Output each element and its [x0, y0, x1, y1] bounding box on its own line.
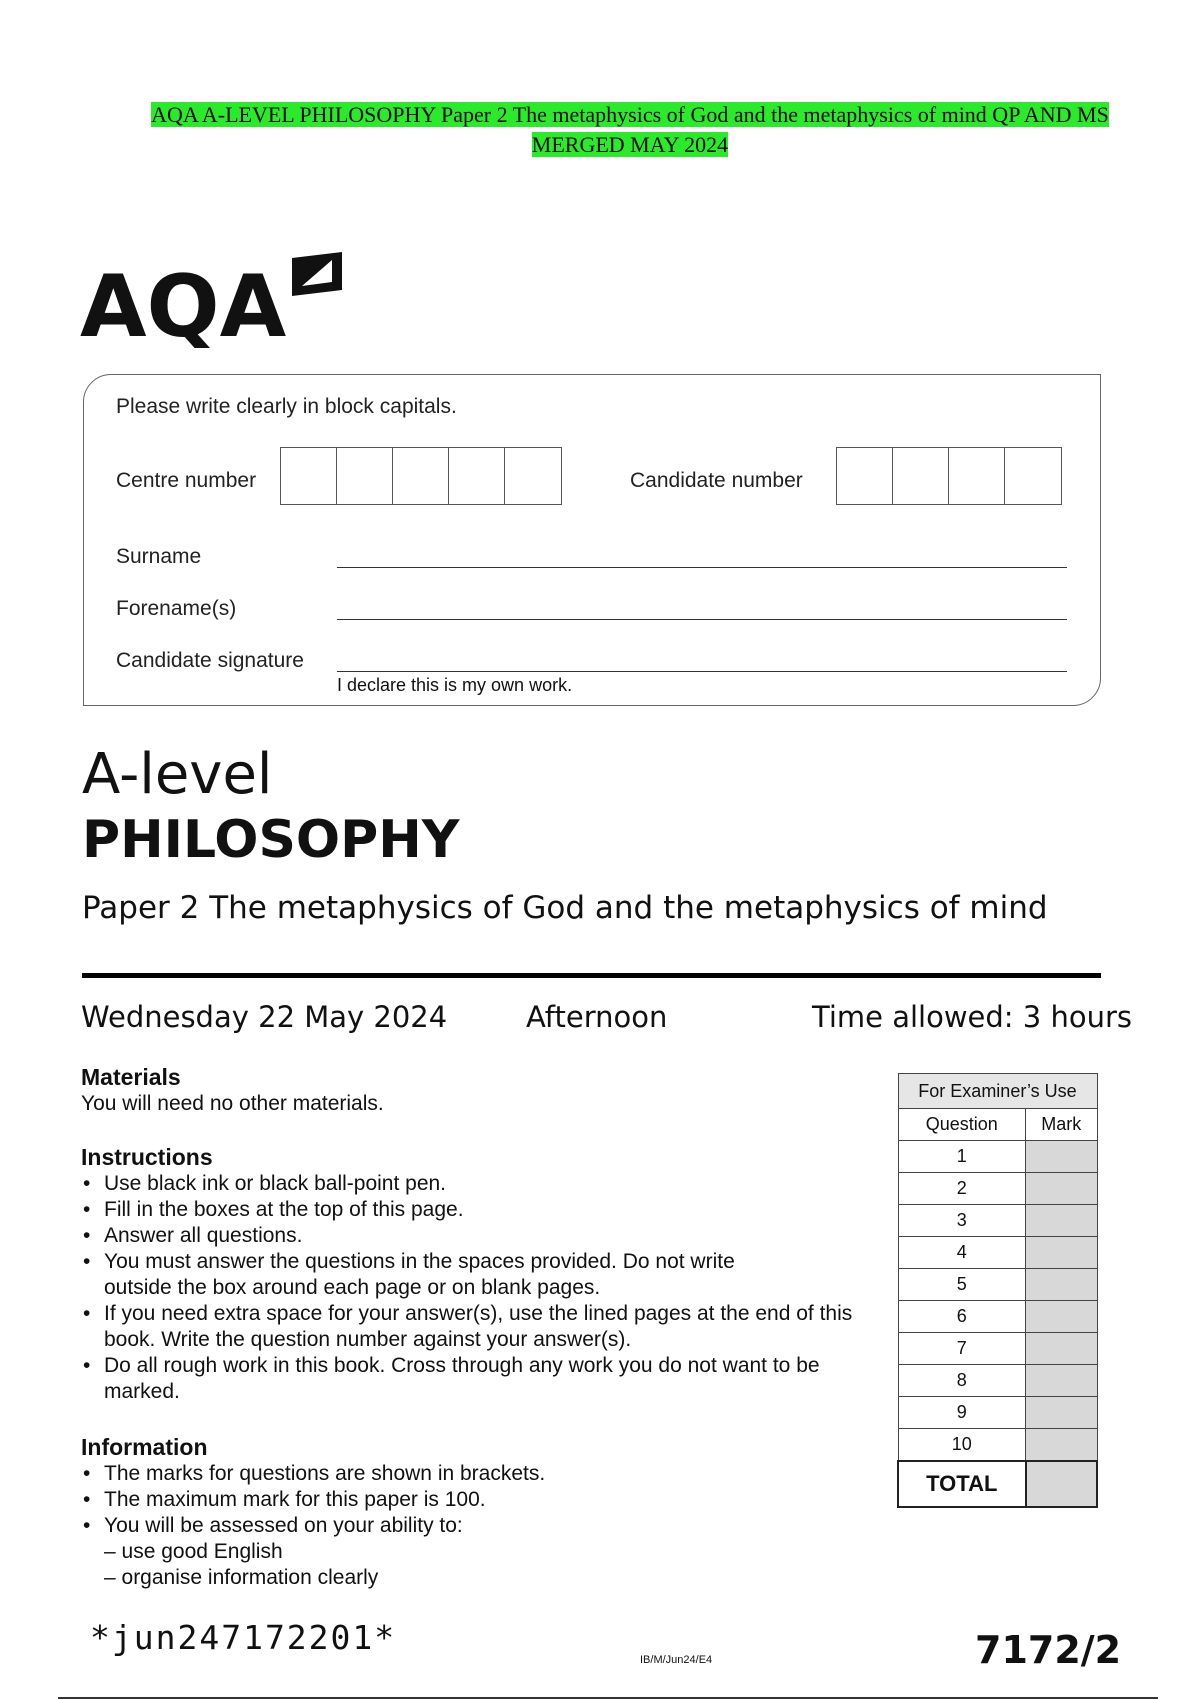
question-number: 2 [898, 1173, 1026, 1205]
table-row [898, 1333, 1097, 1365]
table-row [898, 1397, 1097, 1429]
question-number: 3 [898, 1205, 1026, 1237]
table-row [898, 1429, 1097, 1462]
centre-number-digit-box[interactable] [337, 448, 393, 504]
mark-cell [1026, 1173, 1097, 1205]
title-divider [82, 973, 1101, 978]
table-row [898, 1205, 1097, 1237]
total-mark-cell [1026, 1461, 1097, 1507]
paper-reference: IB/M/Jun24/E4 [640, 1654, 713, 1666]
exam-session: Afternoon [526, 1000, 668, 1034]
table-row [898, 1301, 1097, 1333]
candidate-number-boxes[interactable] [836, 447, 1062, 505]
mark-cell [1026, 1365, 1097, 1397]
instructions-list [81, 1171, 871, 1405]
forename-label: Forename(s) [116, 597, 237, 620]
candidate-number-digit-box[interactable] [893, 448, 949, 504]
signature-field[interactable] [337, 671, 1067, 672]
question-number: 7 [898, 1333, 1026, 1365]
table-row [898, 1269, 1097, 1301]
materials-heading: Materials [81, 1064, 181, 1090]
list-item: • You will be assessed on your ability to: [81, 1513, 871, 1539]
question-number: 1 [898, 1141, 1026, 1173]
list-item: • If you need extra space for your answer(s), use the lined pages at the end of this book. Write the question number against your answer(s). [81, 1301, 871, 1353]
surname-label: Surname [116, 545, 202, 568]
list-item: • Fill in the boxes at the top of this page. [81, 1197, 871, 1223]
mark-cell [1026, 1205, 1097, 1237]
table-row [898, 1237, 1097, 1269]
banner-line-1: AQA A-LEVEL PHILOSOPHY Paper 2 The metaphysics of God and the metaphysics of mind QP AND MS [151, 102, 1109, 127]
surname-field[interactable] [337, 567, 1067, 568]
declaration-text: I declare this is my own work. [337, 675, 573, 695]
total-label: TOTAL [898, 1461, 1026, 1507]
assessment-criterion: – organise information clearly [104, 1566, 379, 1589]
information-section [81, 1434, 871, 1591]
time-allowed: Time allowed: 3 hours [812, 1000, 1132, 1034]
question-column-header: Question [898, 1109, 1026, 1141]
list-item: • The maximum mark for this paper is 100. [81, 1487, 871, 1513]
candidate-number-digit-box[interactable] [837, 448, 893, 504]
block-capitals-instruction: Please write clearly in block capitals. [116, 395, 457, 418]
barcode-text: *jun247172201* [90, 1618, 397, 1657]
candidate-number-digit-box[interactable] [1005, 448, 1061, 504]
materials-section [81, 1064, 881, 1117]
question-number: 4 [898, 1237, 1026, 1269]
list-item: • Use black ink or black ball-point pen. [81, 1171, 871, 1197]
list-item: • Answer all questions. [81, 1223, 871, 1249]
forename-field[interactable] [337, 619, 1067, 620]
mark-column-header: Mark [1026, 1109, 1097, 1141]
question-number: 5 [898, 1269, 1026, 1301]
paper-title: Paper 2 The metaphysics of God and the metaphysics of mind [82, 890, 1048, 926]
centre-number-digit-box[interactable] [505, 448, 561, 504]
centre-number-digit-box[interactable] [281, 448, 337, 504]
centre-number-boxes[interactable] [280, 447, 562, 505]
table-row [898, 1141, 1097, 1173]
mark-cell [1026, 1301, 1097, 1333]
mark-cell [1026, 1237, 1097, 1269]
list-item: • Do all rough work in this book. Cross through any work you do not want to be marked. [81, 1353, 824, 1405]
banner-line-2: MERGED MAY 2024 [531, 132, 729, 157]
question-number: 6 [898, 1301, 1026, 1333]
footer-divider [58, 1697, 1158, 1699]
candidate-number-label: Candidate number [630, 469, 803, 492]
exam-date: Wednesday 22 May 2024 [81, 1000, 448, 1034]
candidate-details-box [83, 374, 1101, 706]
signature-label: Candidate signature [116, 649, 304, 672]
table-row [898, 1173, 1097, 1205]
table-row [898, 1365, 1097, 1397]
materials-text: You will need no other materials. [81, 1092, 384, 1115]
centre-number-label: Centre number [116, 469, 257, 492]
list-item: • The marks for questions are shown in brackets. [81, 1461, 871, 1487]
list-item: • You must answer the questions in the spaces provided. Do not write outside the box around each page or on blank pages. [81, 1249, 794, 1301]
document-title-banner [100, 100, 1160, 160]
mark-cell [1026, 1429, 1097, 1462]
examiner-use-table [897, 1073, 1098, 1508]
question-number: 9 [898, 1397, 1026, 1429]
centre-number-digit-box[interactable] [393, 448, 449, 504]
information-list [81, 1461, 871, 1539]
candidate-number-digit-box[interactable] [949, 448, 1005, 504]
question-number: 10 [898, 1429, 1026, 1462]
mark-cell [1026, 1333, 1097, 1365]
logo-text: AQA [80, 257, 287, 348]
subject-title: PHILOSOPHY [82, 810, 460, 870]
information-heading: Information [81, 1434, 208, 1460]
aqa-logo [80, 248, 350, 348]
examiner-table-title: For Examiner’s Use [898, 1074, 1097, 1109]
paper-code: 7172/2 [975, 1628, 1122, 1672]
mark-cell [1026, 1141, 1097, 1173]
qualification-level: A-level [82, 742, 273, 807]
instructions-heading: Instructions [81, 1144, 213, 1170]
assessment-criterion: – use good English [104, 1540, 283, 1563]
instructions-section [81, 1144, 871, 1405]
centre-number-digit-box[interactable] [449, 448, 505, 504]
mark-cell [1026, 1269, 1097, 1301]
question-number: 8 [898, 1365, 1026, 1397]
mark-cell [1026, 1397, 1097, 1429]
